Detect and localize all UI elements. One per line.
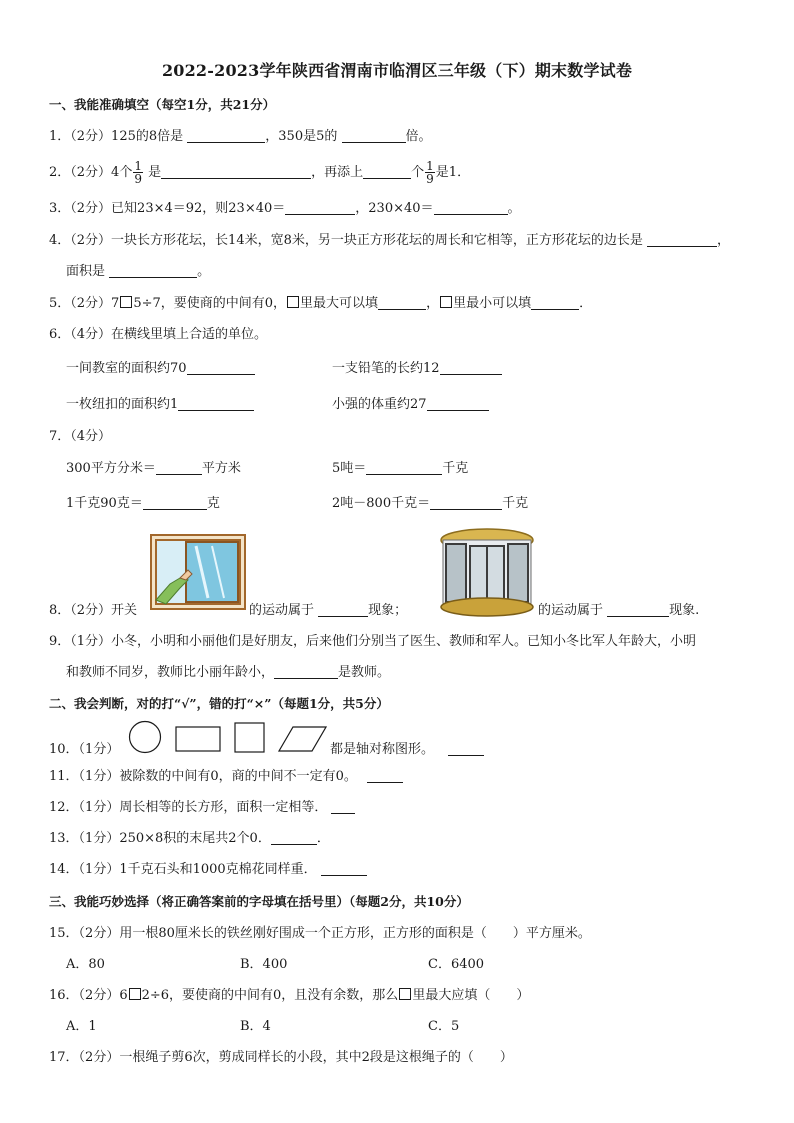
box-icon [120,296,132,308]
q9-text-b: 和教师不同岁，教师比小丽年龄小， [66,665,275,680]
q6-item-2 [332,360,502,378]
q5-text-c: 里最大可以填 [300,296,379,311]
q2-fraction-2-num: 1 [426,159,434,173]
revolving-door-image [438,526,536,618]
box-icon [440,296,452,308]
q2-text-c: ，再添上 [311,165,364,180]
q2-text-e: 是1． [435,165,471,180]
question-14 [49,861,367,879]
question-17: 17．（2分）一根绳子剪6次，剪成同样长的小段，其中2段是这根绳子的（ ） [49,1050,513,1065]
q7-blank-3[interactable] [143,495,207,510]
q13-text-b: ． [316,831,330,846]
q5-text-b: 5÷7，要使商的中间有0， [133,296,287,311]
question-9-line-1: 9．（1分）小冬，小明和小丽他们是好朋友，后来他们分别当了医生、教师和军人。已知小冬比军人年龄大，小明 [49,634,697,649]
box-icon [399,988,411,1000]
question-11 [49,768,403,786]
q7-item-3-text-a: 1千克90克＝ [66,496,143,511]
q2-fraction-1-num: 1 [134,159,142,173]
q8-text-a: 8．（2分）开关 [49,603,138,618]
question-3 [49,200,521,218]
q5-text-a: 5．（2分）7 [49,296,120,311]
q10-text-b: 都是轴对称图形。 [330,742,435,757]
circle-icon [130,722,161,753]
q8-blank-2[interactable] [607,602,669,617]
q16-option-a[interactable]: A．1 [66,1019,97,1034]
q11-blank[interactable] [367,768,403,783]
q8-text-d: 的运动属于 [538,603,604,618]
q2-blank-2[interactable] [363,164,411,179]
q6-item-1-text: 一间教室的面积约70 [66,361,187,376]
q7-item-3 [66,495,220,513]
question-7: 7．（4分） [49,429,112,444]
q1-blank-1[interactable] [187,128,265,143]
q7-item-1-text-b: 平方米 [201,461,241,476]
q5-blank-1[interactable] [378,295,426,310]
question-4-line-2 [66,263,210,281]
q2-fraction-1-den: 9 [134,172,142,186]
q14-blank[interactable] [321,861,367,876]
q4-text-a: 4．（2分）一块长方形花坛，长14米，宽8米，另一块正方形花坛的周长和它相等，正方形花坛的边长是 [49,233,643,248]
q1-blank-2[interactable] [342,128,406,143]
q6-blank-2[interactable] [440,360,502,375]
q3-text-a: 3．（2分）已知23×4＝92，则23×40＝ [49,201,286,216]
q5-text-e: 里最小可以填 [453,296,532,311]
q8-text-e: 现象. [669,603,700,618]
q10-blank[interactable] [448,741,484,756]
q7-item-1-text-a: 300平方分米＝ [66,461,156,476]
q12-text: 12．（1分）周长相等的长方形，面积一定相等． [49,800,328,815]
rectangle-icon [176,727,220,751]
q16-text-a: 16．（2分）6 [49,988,128,1003]
q13-blank[interactable] [271,830,317,845]
q13-text: 13．（1分）250×8积的末尾共2个0． [49,831,271,846]
q7-item-2-text-b: 千克 [442,461,469,476]
q5-text-d: ， [426,296,440,311]
question-8-part-2 [538,602,699,620]
section-3-heading: 三、我能巧妙选择（将正确答案前的字母填在括号里）（每题2分，共10分） [49,894,469,909]
question-1 [49,128,432,146]
q10-text-a: 10．（1分） [49,742,120,757]
section-1-heading: 一、我能准确填空（每空1分，共21分） [49,97,276,112]
q2-blank-1[interactable] [161,164,311,179]
q7-item-4-text-b: 千克 [502,496,529,511]
q2-text-b: 是 [148,165,162,180]
q16-text-b: 2÷6，要使商的中间有0，且没有余数，那么 [141,988,399,1003]
question-9-line-2 [66,664,390,682]
q6-blank-3[interactable] [178,396,254,411]
q4-blank-1[interactable] [647,232,717,247]
q2-fraction-2-den: 9 [426,172,434,186]
q3-blank-1[interactable] [285,200,355,215]
q15-option-a[interactable]: A．80 [66,957,105,972]
q7-item-1 [66,460,241,478]
question-16 [49,987,529,1005]
q16-option-b[interactable]: B．4 [240,1019,271,1034]
q9-text-c: 是教师。 [338,665,391,680]
question-5 [49,295,592,313]
q7-blank-1[interactable] [156,460,202,475]
q1-text-a: 1．（2分）125的8倍是 [49,129,184,144]
q6-item-3 [66,396,254,414]
sliding-window-image [150,534,246,610]
q6-blank-4[interactable] [427,396,489,411]
q8-text-b: 的运动属于 [249,603,315,618]
q11-text: 11．（1分）被除数的中间有0，商的中间不一定有0。 [49,769,357,784]
q6-item-1 [66,360,255,378]
symmetry-shapes [127,720,327,756]
q1-text-b: ，350是5的 [265,129,338,144]
q7-item-4-text-a: 2吨－800千克＝ [332,496,431,511]
question-13 [49,830,330,848]
q12-blank[interactable] [331,799,355,814]
q3-text-b: ，230×40＝ [355,201,434,216]
q4-text-c: 面积是 [66,264,106,279]
question-10 [49,741,119,759]
q15-option-c[interactable]: C．6400 [428,957,485,972]
q8-blank-1[interactable] [318,602,368,617]
question-8-part-1 [249,602,407,620]
page-title: 2022-2023学年陕西省渭南市临渭区三年级（下）期末数学试卷 [161,61,633,80]
q4-text-d: 。 [197,264,211,279]
section-2-heading: 二、我会判断，对的打“√”，错的打“×”（每题1分，共5分） [49,696,389,711]
question-12 [49,799,355,817]
question-15: 15．（2分）用一根80厘米长的铁丝刚好围成一个正方形，正方形的面积是（ ）平方厘米。 [49,926,591,941]
q7-blank-4[interactable] [430,495,502,510]
q4-blank-2[interactable] [109,263,197,278]
question-8 [49,602,137,620]
q8-text-c: 现象； [368,603,408,618]
q7-item-3-text-b: 克 [206,496,220,511]
q7-item-2-text-a: 5吨＝ [332,461,367,476]
q9-blank-1[interactable] [274,664,338,679]
box-icon [287,296,299,308]
box-icon [129,988,141,1000]
q2-fraction-1 [133,160,143,185]
q2-text-a: 2．（2分）4个 [49,165,133,180]
q7-blank-2[interactable] [366,460,442,475]
question-10-tail [330,741,484,759]
q6-item-4 [332,396,489,414]
q5-blank-2[interactable] [531,295,579,310]
q2-text-d: 个 [411,165,425,180]
question-4-line-1 [49,232,730,250]
q2-fraction-2 [425,160,435,185]
q7-item-2 [332,460,468,478]
q4-text-b: ， [717,233,731,248]
q1-text-c: 倍。 [405,129,432,144]
q5-text-f: ． [579,296,593,311]
q16-option-c[interactable]: C．5 [428,1019,460,1034]
square-icon [235,723,264,752]
q16-text-c: 里最大应填（ ） [412,988,530,1003]
q6-item-3-text: 一枚纽扣的面积约1 [66,397,179,412]
question-6: 6．（4分）在横线里填上合适的单位。 [49,327,268,342]
q7-item-4 [332,495,528,513]
parallelogram-icon [279,727,326,751]
q14-text: 14．（1分）1千克石头和1000克棉花同样重． [49,862,317,877]
q3-text-c: 。 [507,201,521,216]
q3-blank-2[interactable] [434,200,508,215]
question-2 [49,160,470,185]
q6-item-2-text: 一支铅笔的长约12 [332,361,440,376]
q15-option-b[interactable]: B．400 [240,957,288,972]
q6-item-4-text: 小强的体重约27 [332,397,427,412]
q6-blank-1[interactable] [187,360,255,375]
